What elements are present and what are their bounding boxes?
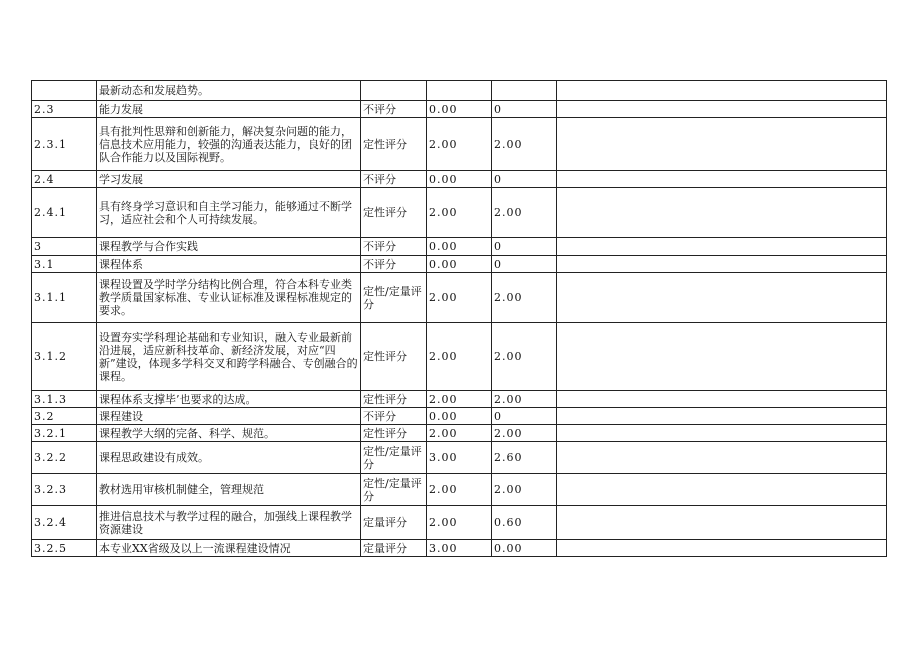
table-row	[32, 540, 887, 557]
table-row	[32, 408, 887, 425]
value-cell: 2.00	[492, 188, 557, 238]
evaluation-type-cell: 不评分	[361, 256, 427, 273]
evaluation-type-cell	[361, 81, 427, 101]
table-row	[32, 256, 887, 273]
score-cell: 3.00	[427, 442, 492, 474]
evaluation-type-cell: 定性评分	[361, 118, 427, 171]
remarks-cell	[557, 442, 887, 474]
code-cell: 3.2	[32, 408, 97, 425]
code-cell: 3.2.3	[32, 474, 97, 506]
table-row	[32, 81, 887, 101]
evaluation-type-cell: 定性评分	[361, 391, 427, 408]
score-cell: 0.00	[427, 101, 492, 118]
value-cell: 0.60	[492, 506, 557, 540]
code-cell: 3	[32, 238, 97, 256]
item-cell: 课程建设	[97, 408, 361, 425]
table-row	[32, 273, 887, 323]
code-cell: 2.3	[32, 101, 97, 118]
evaluation-type-cell: 定性/定量评分	[361, 273, 427, 323]
remarks-cell	[557, 273, 887, 323]
table-row	[32, 101, 887, 118]
item-cell: 课程教学与合作实践	[97, 238, 361, 256]
remarks-cell	[557, 256, 887, 273]
score-cell: 0.00	[427, 171, 492, 188]
value-cell: 2.00	[492, 273, 557, 323]
table-row	[32, 171, 887, 188]
table-body	[32, 81, 887, 557]
item-cell: 学习发展	[97, 171, 361, 188]
evaluation-type-cell: 定量评分	[361, 540, 427, 557]
value-cell: 0	[492, 101, 557, 118]
value-cell: 2.00	[492, 323, 557, 391]
score-cell: 2.00	[427, 323, 492, 391]
item-cell: 具有终身学习意识和自主学习能力，能够通过不断学习，适应社会和个人可持续发展。	[97, 188, 361, 238]
table-row	[32, 391, 887, 408]
item-cell: 课程体系支撑毕’也要求的达成。	[97, 391, 361, 408]
table-row	[32, 425, 887, 442]
value-cell: 2.00	[492, 118, 557, 171]
evaluation-type-cell: 不评分	[361, 101, 427, 118]
remarks-cell	[557, 425, 887, 442]
evaluation-type-cell: 不评分	[361, 408, 427, 425]
code-cell: 3.2.5	[32, 540, 97, 557]
value-cell: 2.00	[492, 425, 557, 442]
score-cell: 0.00	[427, 238, 492, 256]
remarks-cell	[557, 408, 887, 425]
score-cell: 2.00	[427, 425, 492, 442]
item-cell: 推进信息技术与教学过程的融合，加强线上课程教学资源建设	[97, 506, 361, 540]
item-cell: 本专业XX省级及以上一流课程建设情况	[97, 540, 361, 557]
value-cell: 0	[492, 408, 557, 425]
evaluation-table	[31, 80, 887, 557]
item-cell: 课程体系	[97, 256, 361, 273]
code-cell: 3.1.3	[32, 391, 97, 408]
item-cell: 课程教学大纲的完备、科学、规范。	[97, 425, 361, 442]
evaluation-type-cell: 定性评分	[361, 425, 427, 442]
remarks-cell	[557, 101, 887, 118]
remarks-cell	[557, 81, 887, 101]
table-row	[32, 188, 887, 238]
score-cell: 2.00	[427, 391, 492, 408]
value-cell: 2.60	[492, 442, 557, 474]
value-cell: 0	[492, 171, 557, 188]
score-cell: 0.00	[427, 408, 492, 425]
score-cell: 2.00	[427, 188, 492, 238]
value-cell: 0	[492, 256, 557, 273]
value-cell: 0.00	[492, 540, 557, 557]
table-row	[32, 323, 887, 391]
value-cell: 2.00	[492, 474, 557, 506]
code-cell: 3.2.2	[32, 442, 97, 474]
evaluation-type-cell: 不评分	[361, 171, 427, 188]
remarks-cell	[557, 391, 887, 408]
code-cell: 3.1.2	[32, 323, 97, 391]
evaluation-type-cell: 定性/定量评分	[361, 474, 427, 506]
remarks-cell	[557, 506, 887, 540]
item-cell: 最新动态和发展趋势。	[97, 81, 361, 101]
value-cell	[492, 81, 557, 101]
evaluation-type-cell: 定性评分	[361, 188, 427, 238]
evaluation-type-cell: 定量评分	[361, 506, 427, 540]
table-row	[32, 238, 887, 256]
code-cell: 3.2.1	[32, 425, 97, 442]
score-cell: 2.00	[427, 273, 492, 323]
value-cell: 2.00	[492, 391, 557, 408]
code-cell: 3.1	[32, 256, 97, 273]
evaluation-type-cell: 定性/定量评分	[361, 442, 427, 474]
item-cell: 具有批判性思辩和创新能力，解决复杂问题的能力，信息技术应用能力，较强的沟通表达能力，良好的团队合作能力以及国际视野。	[97, 118, 361, 171]
code-cell: 2.4.1	[32, 188, 97, 238]
remarks-cell	[557, 118, 887, 171]
remarks-cell	[557, 474, 887, 506]
code-cell: 3.1.1	[32, 273, 97, 323]
evaluation-type-cell: 定性评分	[361, 323, 427, 391]
score-cell: 2.00	[427, 506, 492, 540]
item-cell: 设置夯实学科理论基础和专业知识，融入专业最新前沿进展，适应新科技革命、新经济发展，对应“四新”建设，体现多学科交叉和跨学科融合、专创融合的课程。	[97, 323, 361, 391]
code-cell: 2.4	[32, 171, 97, 188]
code-cell: 2.3.1	[32, 118, 97, 171]
score-cell: 2.00	[427, 118, 492, 171]
remarks-cell	[557, 540, 887, 557]
score-cell: 2.00	[427, 474, 492, 506]
item-cell: 课程设置及学时学分结构比例合理，符合本科专业类教学质量国家标准、专业认证标准及课程标准规定的要求。	[97, 273, 361, 323]
code-cell	[32, 81, 97, 101]
remarks-cell	[557, 188, 887, 238]
table-row	[32, 474, 887, 506]
score-cell	[427, 81, 492, 101]
item-cell: 能力发展	[97, 101, 361, 118]
table-row	[32, 442, 887, 474]
score-cell: 3.00	[427, 540, 492, 557]
table-row	[32, 118, 887, 171]
score-cell: 0.00	[427, 256, 492, 273]
evaluation-type-cell: 不评分	[361, 238, 427, 256]
item-cell: 教材选用审核机制健全，管理规范	[97, 474, 361, 506]
table-row	[32, 506, 887, 540]
remarks-cell	[557, 171, 887, 188]
remarks-cell	[557, 323, 887, 391]
item-cell: 课程思政建设有成效。	[97, 442, 361, 474]
remarks-cell	[557, 238, 887, 256]
code-cell: 3.2.4	[32, 506, 97, 540]
value-cell: 0	[492, 238, 557, 256]
